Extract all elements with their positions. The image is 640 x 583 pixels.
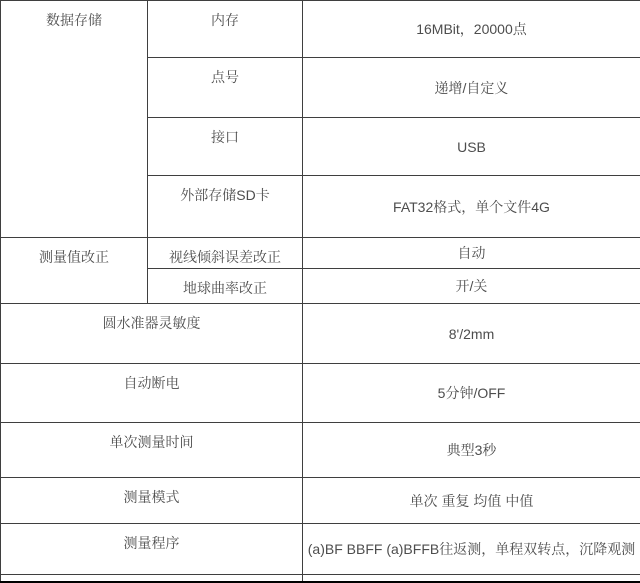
row-label-cell: 内存	[148, 1, 303, 58]
cut-off-cell	[303, 575, 640, 582]
row-value-cell: 自动	[303, 238, 640, 269]
table-row	[1, 478, 640, 524]
row-value-cell: 开/关	[303, 269, 640, 304]
row-value-cell: 8'/2mm	[303, 304, 640, 364]
table-row	[1, 423, 640, 478]
row-label-cell: 接口	[148, 118, 303, 176]
row-group-cell-measurement-correction: 测量值改正	[1, 238, 148, 304]
row-label-cell: 自动断电	[1, 364, 303, 423]
cut-off-cell	[1, 575, 303, 582]
row-label-cell: 地球曲率改正	[148, 269, 303, 304]
row-label-cell: 圆水准器灵敏度	[1, 304, 303, 364]
row-value-cell: 单次 重复 均值 中值	[303, 478, 640, 524]
row-value-cell: 16MBit，20000点	[303, 1, 640, 58]
row-group-cell-data-storage: 数据存储	[1, 1, 148, 238]
table-row	[1, 1, 640, 58]
table-row	[1, 238, 640, 269]
row-label-cell: 外部存储SD卡	[148, 176, 303, 238]
row-label-cell: 测量模式	[1, 478, 303, 524]
table-row	[1, 364, 640, 423]
row-value-cell: USB	[303, 118, 640, 176]
table-row-cut-off	[1, 575, 640, 582]
row-value-cell: 5分钟/OFF	[303, 364, 640, 423]
row-label-cell: 单次测量时间	[1, 423, 303, 478]
row-label-cell: 视线倾斜误差改正	[148, 238, 303, 269]
row-value-cell: 典型3秒	[303, 423, 640, 478]
row-value-cell: 递增/自定义	[303, 58, 640, 118]
row-value-cell: FAT32格式，单个文件4G	[303, 176, 640, 238]
row-label-cell: 点号	[148, 58, 303, 118]
row-label-cell: 测量程序	[1, 524, 303, 575]
row-value-cell: (a)BF BBFF (a)BFFB往返测，单程双转点，沉降观测	[303, 524, 640, 575]
table-row	[1, 524, 640, 575]
table-row	[1, 304, 640, 364]
